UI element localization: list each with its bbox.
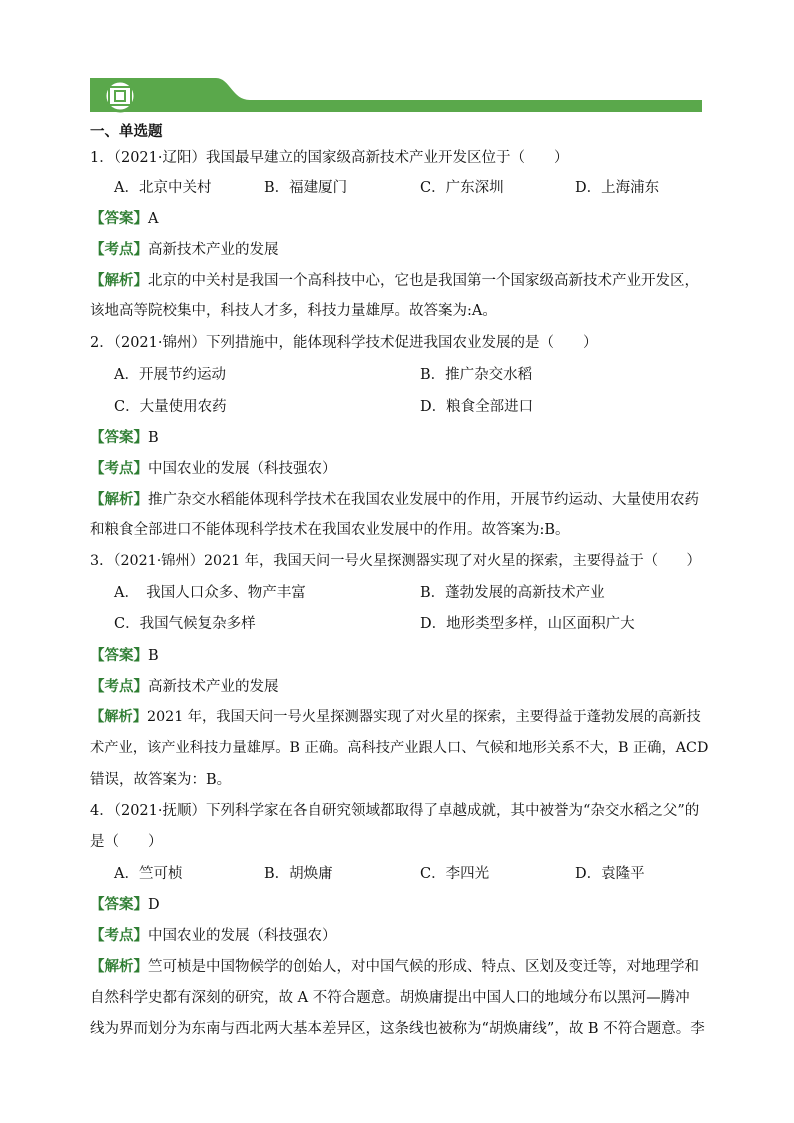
kaodian-value: 高新技术产业的发展 (148, 242, 279, 258)
question-stem: 1．（2021·辽阳）我国最早建立的国家级高新技术产业开发区位于（ ） (90, 150, 569, 166)
section-title: 一、单选题 (90, 124, 163, 140)
option-d: D．粮食全部进口 (420, 399, 534, 415)
option-a: A．竺可桢 (114, 866, 183, 882)
option-a: A．开展节约运动 (114, 367, 226, 383)
answer-line (90, 893, 160, 914)
jiexi-tag: 【解析】 (90, 709, 148, 725)
option-c: C．大量使用农药 (114, 399, 227, 415)
jiexi-text: 推广杂交水稻能体现科学技术在我国农业发展中的作用，开展节约运动、大量使用农药 (148, 492, 699, 508)
jiexi-text: 自然科学史都有深刻的研究，故 A 不符合题意。胡焕庸提出中国人口的地域分布以黑河—腾冲 (90, 990, 690, 1006)
option-a: A． 我国人口众多、物产丰富 (114, 585, 306, 601)
jiexi-text: 2021 年，我国天问一号火星探测器实现了对火星的探索，主要得益于蓬勃发展的高新技 (147, 709, 701, 725)
jiexi-text: 竺可桢是中国物候学的创始人，对中国气候的形成、特点、区划及变迁等，对地理学和 (148, 959, 699, 975)
question-stem: 是（ ） (90, 834, 163, 850)
option-a: A．北京中关村 (114, 180, 212, 196)
kaodian-value: 中国农业的发展（科技强农） (148, 928, 337, 944)
kaodian-line (90, 238, 279, 259)
answer-tag: 【答案】 (90, 648, 148, 664)
jiexi-line (90, 488, 699, 509)
option-d: D．袁隆平 (575, 866, 645, 882)
kaodian-value: 高新技术产业的发展 (148, 679, 279, 695)
question-stem: 4．（2021·抚顺）下列科学家在各自研究领域都取得了卓越成就，其中被誉为“杂交水稻之父”的 (90, 803, 700, 819)
jiexi-tag: 【解析】 (90, 273, 148, 289)
kaodian-tag: 【考点】 (90, 679, 148, 695)
header-band-shape (90, 78, 702, 112)
option-c: C．广东深圳 (420, 180, 504, 196)
answer-tag: 【答案】 (90, 430, 148, 446)
option-d: D．地形类型多样，山区面积广大 (420, 616, 635, 632)
kaodian-line (90, 457, 337, 478)
option-b: B．蓬勃发展的高新技术产业 (420, 585, 605, 601)
question-stem: 3．（2021·锦州）2021 年，我国天问一号火星探测器实现了对火星的探索，主要得益于（ ） (90, 553, 701, 569)
answer-line (90, 426, 159, 447)
section-header-band (90, 78, 702, 114)
jiexi-line (90, 269, 699, 290)
answer-value: D (148, 897, 160, 913)
answer-tag: 【答案】 (90, 211, 148, 227)
option-b: B．胡焕庸 (264, 866, 333, 882)
jiexi-tag: 【解析】 (90, 959, 148, 975)
kaodian-line (90, 675, 279, 696)
answer-value: B (148, 648, 159, 664)
jiexi-text: 错误，故答案为：B。 (90, 772, 232, 788)
answer-value: A (148, 211, 159, 227)
option-c: C．我国气候复杂多样 (114, 616, 256, 632)
jiexi-tag: 【解析】 (90, 492, 148, 508)
jiexi-text: 北京的中关村是我国一个高科技中心，它也是我国第一个国家级高新技术产业开发区， (148, 273, 699, 289)
jiexi-text: 术产业，该产业科技力量雄厚。B 正确。高科技产业跟人口、气候和地形关系不大，B 正确，ACD (90, 740, 709, 756)
option-b: B．推广杂交水稻 (420, 367, 533, 383)
answer-tag: 【答案】 (90, 897, 148, 913)
option-b: B．福建厦门 (264, 180, 348, 196)
answer-value: B (148, 430, 159, 446)
option-d: D．上海浦东 (575, 180, 660, 196)
jiexi-line (90, 706, 701, 726)
kaodian-value: 中国农业的发展（科技强农） (148, 461, 337, 477)
jiexi-line (90, 955, 699, 976)
jiexi-text: 和粮食全部进口不能体现科学技术在我国农业发展中的作用。故答案为:B。 (90, 522, 570, 538)
option-c: C．李四光 (420, 866, 490, 882)
jiexi-text: 该地高等院校集中，科技人才多，科技力量雄厚。故答案为:A。 (90, 303, 497, 319)
kaodian-tag: 【考点】 (90, 928, 148, 944)
jiexi-text: 线为界而划分为东南与西北两大基本差异区，这条线也被称为“胡焕庸线”，故 B 不符合题意。李 (90, 1021, 705, 1037)
kaodian-line (90, 924, 337, 945)
kaodian-tag: 【考点】 (90, 242, 148, 258)
kaodian-tag: 【考点】 (90, 461, 148, 477)
question-stem: 2．（2021·锦州）下列措施中，能体现科学技术促进我国农业发展的是（ ） (90, 335, 598, 351)
answer-line (90, 644, 159, 665)
answer-line (90, 207, 158, 228)
